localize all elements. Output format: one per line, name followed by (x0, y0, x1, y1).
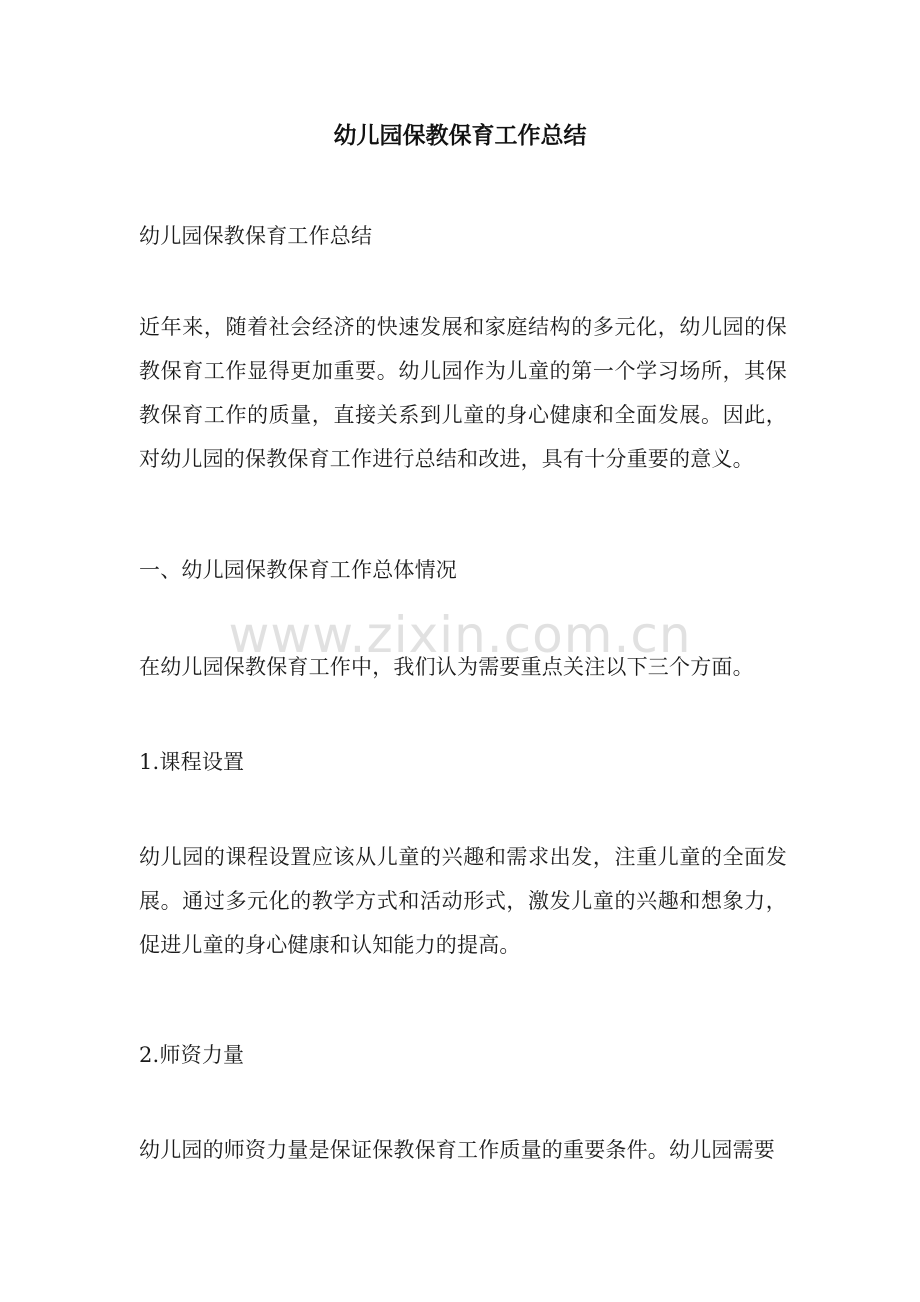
document-title: 幼儿园保教保育工作总结 (333, 122, 587, 149)
subheading-curriculum: 1.课程设置 (139, 750, 245, 774)
section-heading-overview: 一、幼儿园保教保育工作总体情况 (139, 558, 457, 582)
subtitle-paragraph: 幼儿园保教保育工作总结 (139, 224, 373, 248)
watermark-text: www.zixin.com.cn (228, 606, 692, 664)
focus-paragraph: 在幼儿园保教保育工作中，我们认为需要重点关注以下三个方面。 (139, 655, 754, 679)
intro-paragraph: 近年来，随着社会经济的快速发展和家庭结构的多元化，幼儿园的保教保育工作显得更加重要。幼儿园作为儿童的第一个学习场所，其保教保育工作的质量，直接关系到儿童的身心健康和全面发展。因此，对幼儿园的保教保育工作进行总结和改进，具有十分重要的意义。 (139, 315, 787, 471)
teachers-paragraph: 幼儿园的师资力量是保证保教保育工作质量的重要条件。幼儿园需要 (139, 1138, 775, 1162)
subheading-teachers: 2.师资力量 (139, 1043, 245, 1067)
curriculum-paragraph: 幼儿园的课程设置应该从儿童的兴趣和需求出发，注重儿童的全面发展。通过多元化的教学方式和活动形式，激发儿童的兴趣和想象力，促进儿童的身心健康和认知能力的提高。 (139, 845, 787, 957)
